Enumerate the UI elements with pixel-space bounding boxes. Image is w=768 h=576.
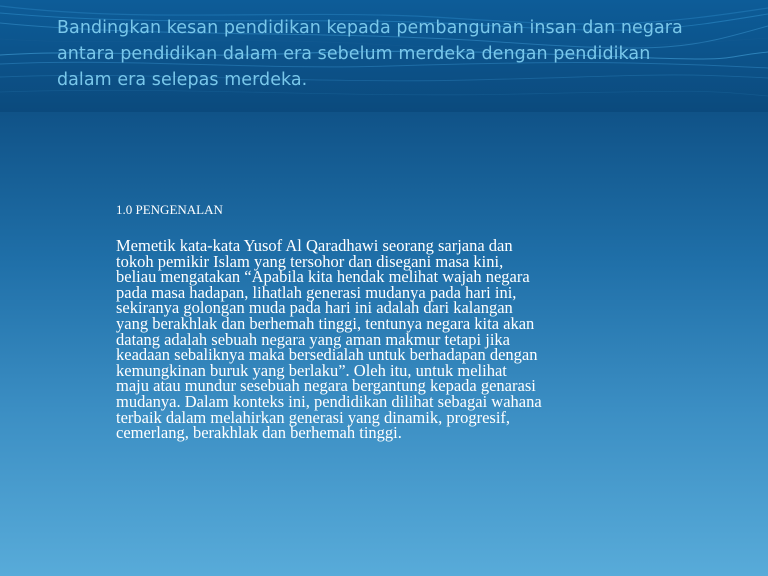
section-heading: 1.0 PENGENALAN xyxy=(116,202,223,217)
title-band xyxy=(0,0,768,112)
slide-title: Bandingkan kesan pendidikan kepada pembangunan insan dan negara antara pendidikan dalam era sebelum merdeka dengan pendidikan dalam era selepas merdeka. xyxy=(57,18,683,90)
slide-body-text: Memetik kata-kata Yusof Al Qaradhawi seorang sarjana dan tokoh pemikir Islam yang tersohor dan disegani masa kini, beliau mengatakan “Apabila kita hendak melihat wajah negara pada masa hadapan, lihatlah generasi mudanya pada hari ini, sekiranya golongan muda pada hari ini adalah dari kalangan yang berakhlak dan berhemah tinggi, tentunya negara kita akan datang adalah sebuah negara yang aman makmur tetapi jika keadaan sebaliknya maka bersedialah untuk berhadapan dengan kemungkinan buruk yang berlaku”. Oleh itu, untuk melihat maju atau mundur sesebuah negara bergantung kepada genarasi mudanya. Dalam konteks ini, pendidikan dilihat sebagai wahana terbaik dalam melahirkan generasi yang dinamik, progresif, cemerlang, berakhlak dan berhemah tinggi. xyxy=(116,236,542,443)
